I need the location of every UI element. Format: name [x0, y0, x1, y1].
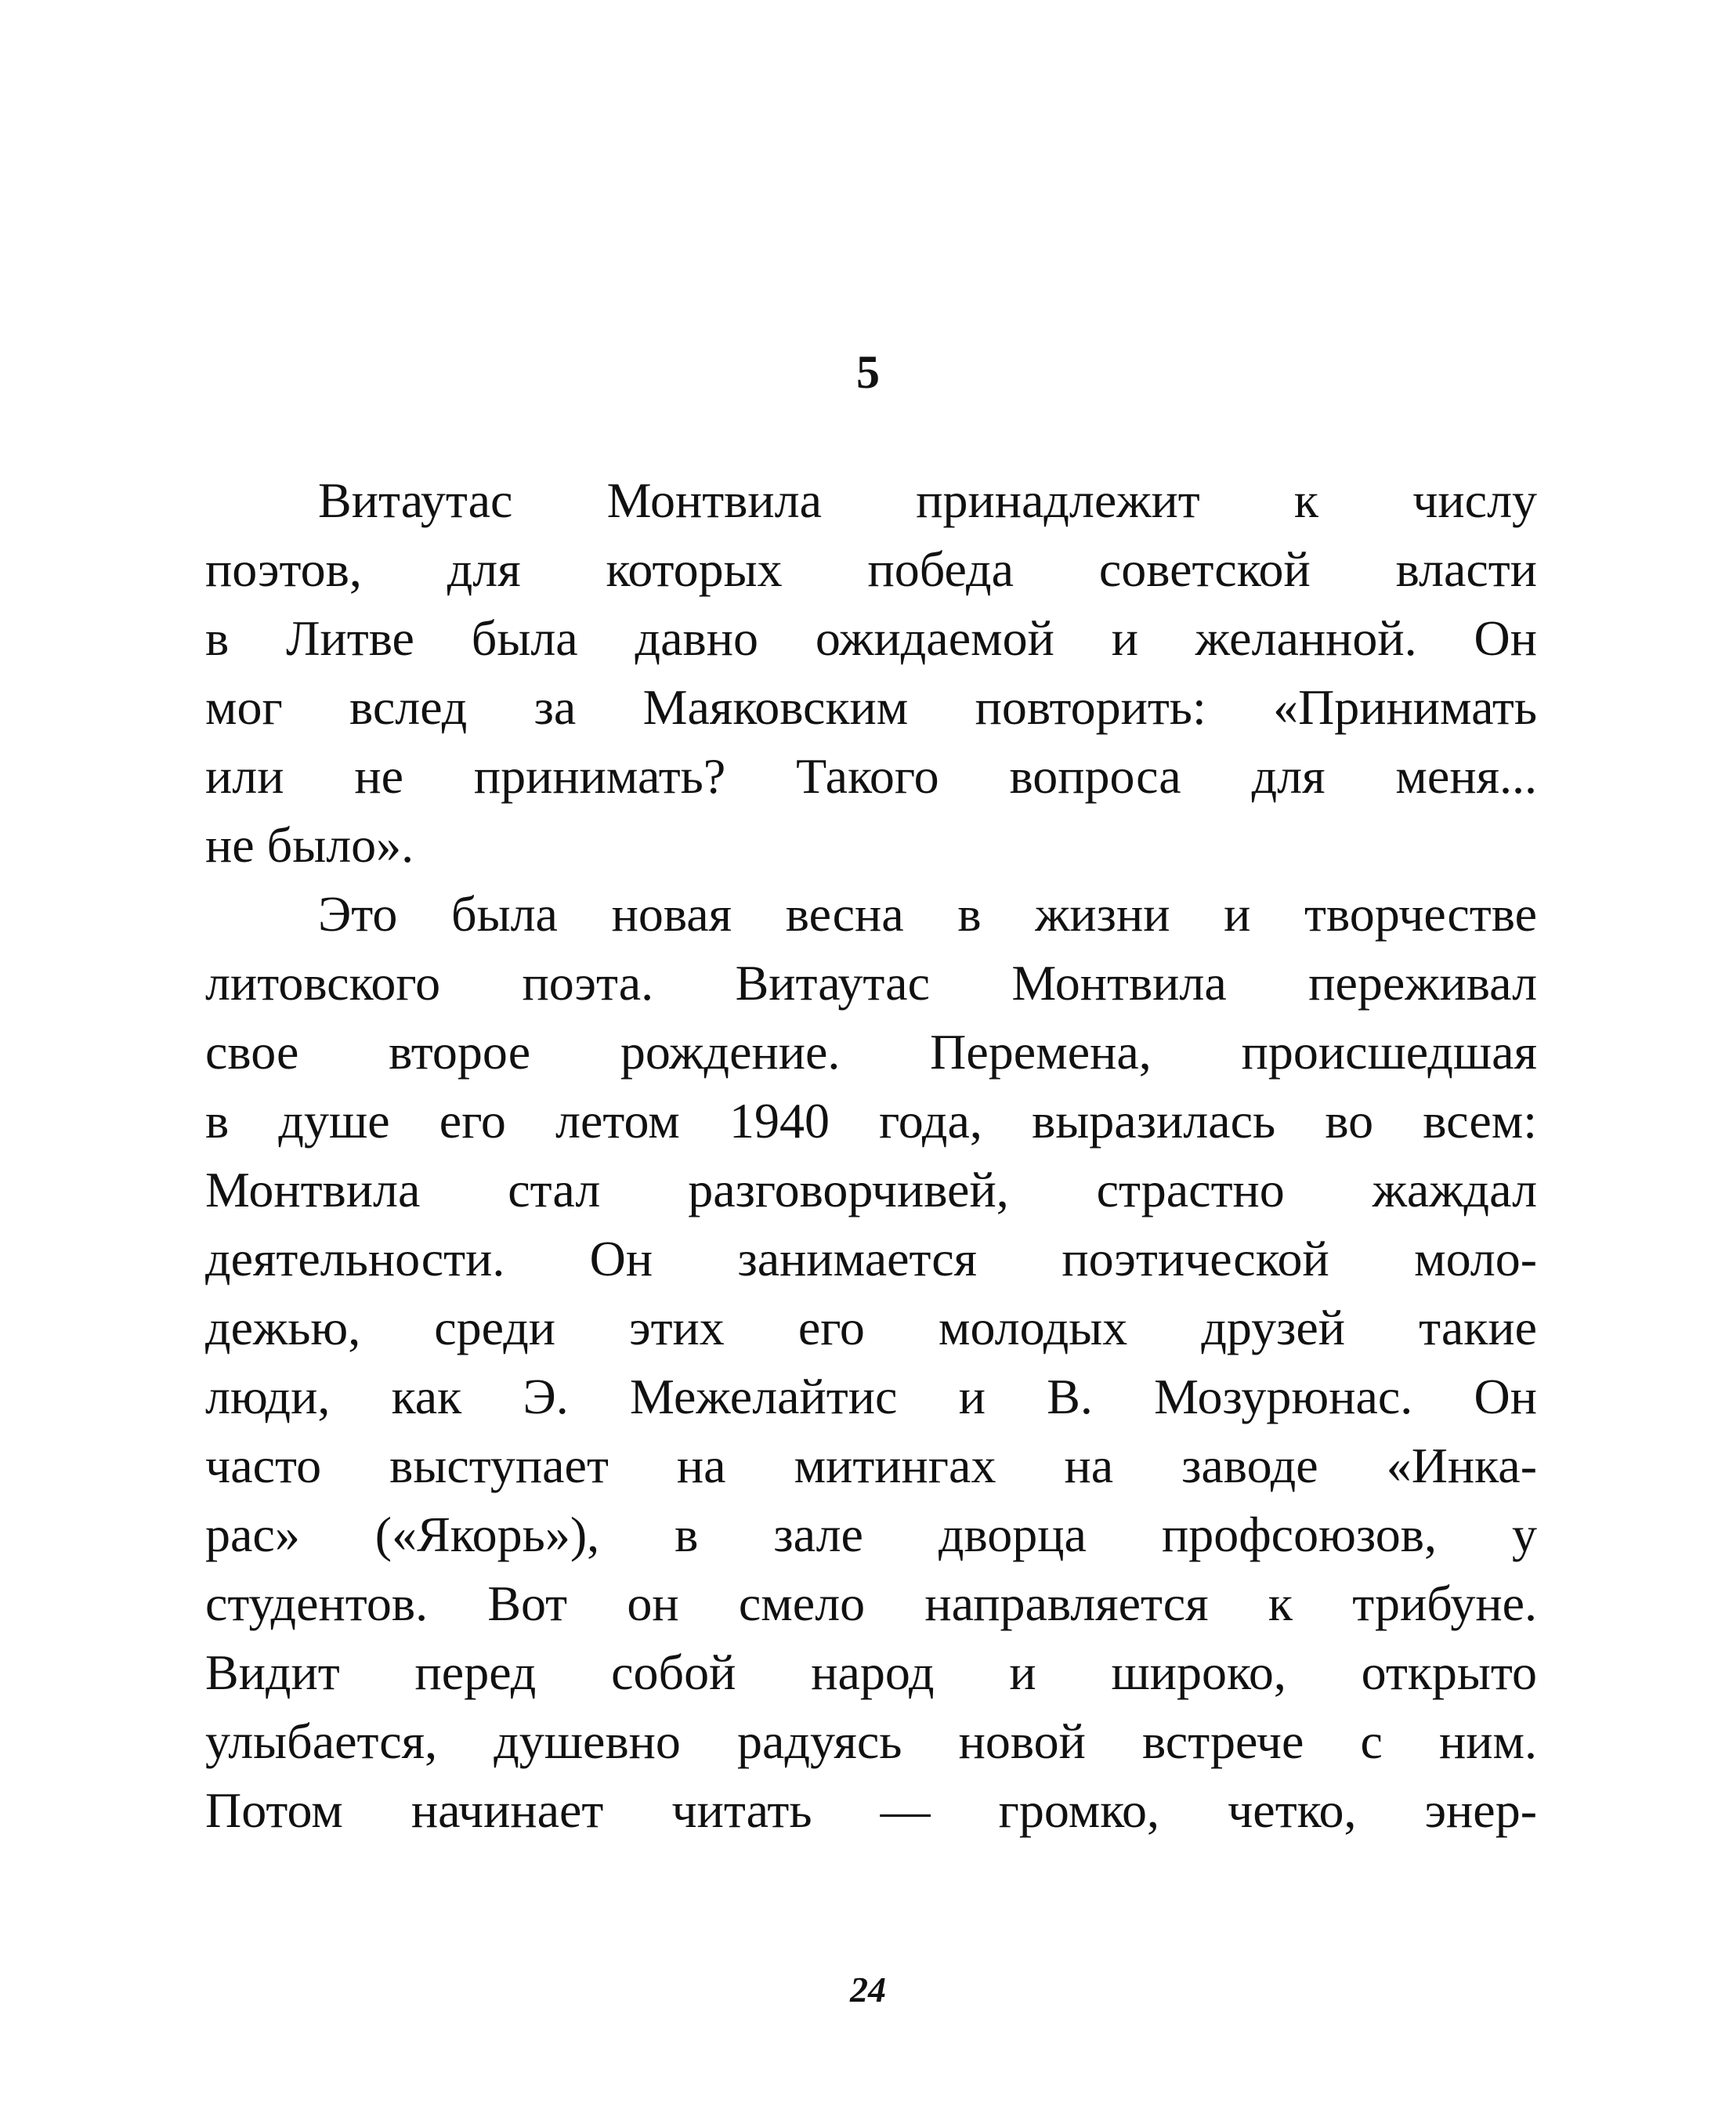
text-line: деятельности. Он занимается поэтической моло- [205, 1231, 1537, 1286]
page-number: 24 [850, 1970, 886, 2010]
chapter-number: 5 [856, 346, 880, 398]
text-line: часто выступает на митингах на заводе «Инка- [205, 1438, 1537, 1493]
text-line: Витаутас Монтвила принадлежит к числу [318, 472, 1537, 528]
text-line: поэтов, для которых победа советской власти [205, 541, 1537, 597]
text-line: литовского поэта. Витаутас Монтвила переживал [205, 955, 1537, 1011]
text-line: Это была новая весна в жизни и творчестве [318, 886, 1537, 942]
text-line: в душе его летом 1940 года, выразилась во всем: [205, 1093, 1537, 1149]
text-line: Видит перед собой народ и широко, открыто [205, 1644, 1537, 1700]
text-line: свое второе рождение. Перемена, происшедшая [205, 1024, 1537, 1080]
paragraph [205, 466, 1537, 880]
text-line: студентов. Вот он смело направляется к трибуне. [205, 1576, 1537, 1631]
text-line: в Литве была давно ожидаемой и желанной. Он [205, 610, 1537, 666]
text-line: рас» («Якорь»), в зале дворца профсоюзов, у [205, 1507, 1537, 1562]
text-line: или не принимать? Такого вопроса для меня... [205, 748, 1537, 804]
text-line: люди, как Э. Межелайтис и В. Мозурюнас. Он [205, 1369, 1537, 1424]
text-line: Потом начинает читать — громко, четко, энер- [205, 1782, 1537, 1838]
text-line: мог вслед за Маяковским повторить: «Принимать [205, 679, 1537, 735]
paragraph [205, 880, 1537, 1845]
text-line: улыбается, душевно радуясь новой встрече с ним. [205, 1713, 1537, 1769]
body-text [205, 466, 1537, 1845]
text-line: дежью, среди этих его молодых друзей такие [205, 1300, 1537, 1355]
text-line: не было». [205, 817, 414, 873]
text-line: Монтвила стал разговорчивей, страстно жаждал [205, 1162, 1537, 1217]
